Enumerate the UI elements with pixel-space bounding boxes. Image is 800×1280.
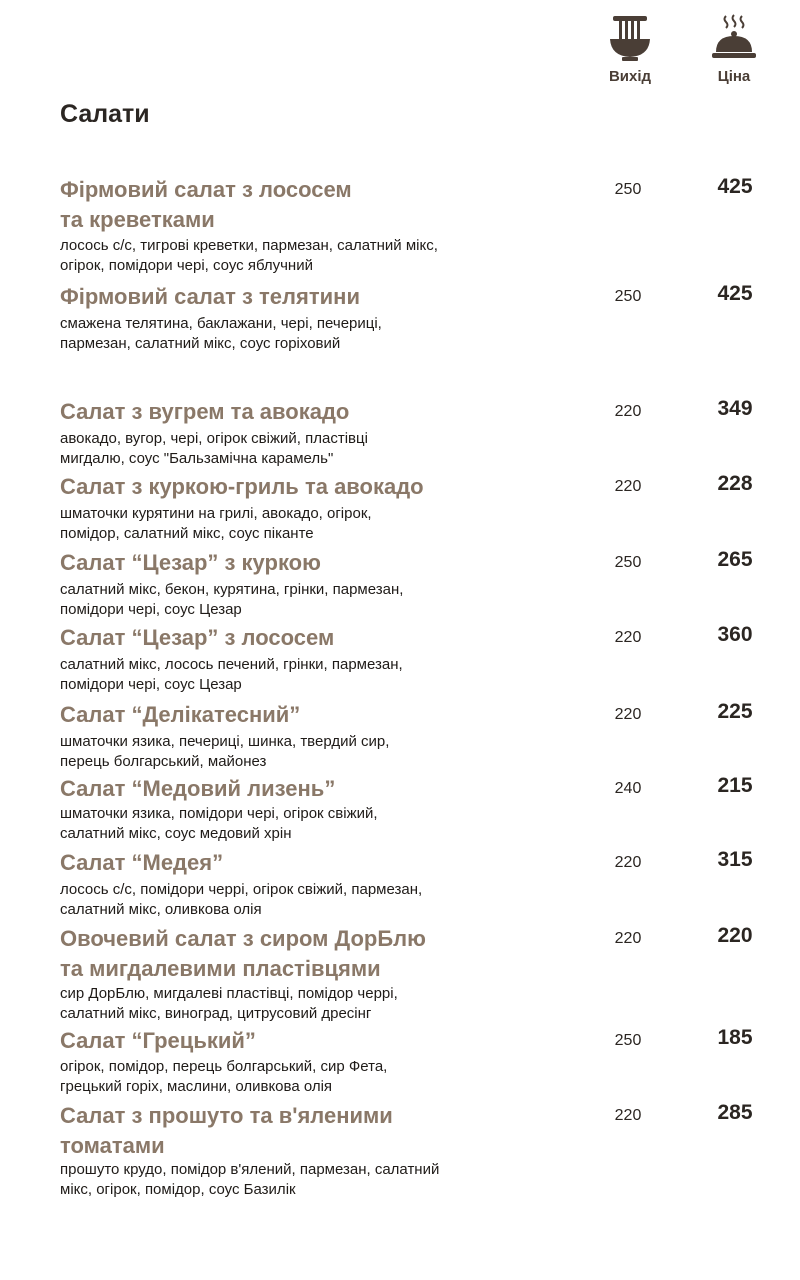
item-name: Фірмовий салат з лососем та креветками (60, 177, 352, 232)
item-name: Салат “Медовий лизень” (60, 776, 336, 801)
item-price: 265 (717, 548, 753, 571)
item-price: 215 (717, 774, 753, 797)
item-name: Овочевий салат з сиром ДорБлю та мигдалевими пластівцями (60, 926, 426, 981)
item-name: Салат “Грецький” (60, 1028, 256, 1053)
item-description: шматочки курятини на грилі, авокадо, огірок, помідор, салатний мікс, соус піканте (60, 505, 372, 542)
item-price: 315 (717, 848, 753, 871)
item-name: Салат з прошуто та в'яленими томатами (60, 1103, 393, 1158)
item-description: прошуто крудо, помідор в'ялений, пармезан, салатний мікс, огірок, помідор, соус Базилік (60, 1161, 440, 1198)
item-weight: 220 (614, 403, 642, 420)
item-description: огірок, помідор, перець болгарський, сир Фета, грецький горіх, маслини, оливкова олія (60, 1058, 388, 1095)
item-name: Салат з вугрем та авокадо (60, 399, 350, 424)
item-weight: 220 (614, 706, 642, 723)
item-price: 220 (717, 924, 753, 947)
item-name: Фірмовий салат з телятини (60, 284, 360, 309)
item-weight: 250 (614, 181, 642, 198)
item-name: Салат “Медея” (60, 850, 224, 875)
item-price: 228 (717, 472, 753, 495)
item-description: салатний мікс, лосось печений, грінки, пармезан, помідори чері, соус Цезар (60, 656, 403, 693)
item-name: Салат “Делікатесний” (60, 702, 301, 727)
item-name: Салат з куркою-гриль та авокадо (60, 474, 424, 499)
item-weight: 220 (614, 1107, 642, 1124)
item-name: Салат “Цезар” з лососем (60, 625, 335, 650)
item-description: авокадо, вугор, чері, огірок свіжий, пластівці мигдалю, соус "Бальзамічна карамель" (60, 430, 368, 467)
item-description: салатний мікс, бекон, курятина, грінки, пармезан, помідори чері, соус Цезар (60, 581, 404, 618)
price-column-label: Ціна (717, 68, 751, 85)
section-title: Салати (60, 100, 150, 128)
item-description: лосось с/с, тигрові креветки, пармезан, салатний мікс, огірок, помідори чері, соус яблучний (60, 237, 438, 274)
item-price: 360 (717, 623, 753, 646)
item-description: лосось с/с, помідори черрі, огірок свіжий, пармезан, салатний мікс, оливкова олія (60, 881, 423, 918)
item-weight: 250 (614, 288, 642, 305)
item-name: Салат “Цезар” з куркою (60, 550, 321, 575)
item-price: 225 (717, 700, 753, 723)
weight-column-header (585, 14, 675, 85)
item-price: 425 (717, 175, 753, 198)
item-description: смажена телятина, баклажани, чері, печериці, пармезан, салатний мікс, соус горіховий (60, 315, 382, 352)
item-price: 185 (717, 1026, 753, 1049)
item-weight: 250 (614, 1032, 642, 1049)
weight-column-label: Вихід (608, 68, 652, 85)
item-description: сир ДорБлю, мигдалеві пластівці, помідор черрі, салатний мікс, виноград, цитрусовий дресінг (60, 985, 398, 1022)
item-weight: 250 (614, 554, 642, 571)
item-weight: 220 (614, 629, 642, 646)
item-price: 285 (717, 1101, 753, 1124)
item-price: 425 (717, 282, 753, 305)
item-weight: 220 (614, 478, 642, 495)
item-description: шматочки язика, помідори чері, огірок свіжий, салатний мікс, соус медовий хрін (60, 805, 378, 842)
item-description: шматочки язика, печериці, шинка, твердий сир, перець болгарський, майонез (60, 733, 390, 770)
noodle-bowl-icon (607, 14, 653, 64)
item-weight: 220 (614, 854, 642, 871)
item-price: 349 (717, 397, 753, 420)
item-weight: 240 (614, 780, 642, 797)
item-weight: 220 (614, 930, 642, 947)
price-column-header (689, 14, 779, 85)
cloche-dish-icon (709, 14, 759, 64)
